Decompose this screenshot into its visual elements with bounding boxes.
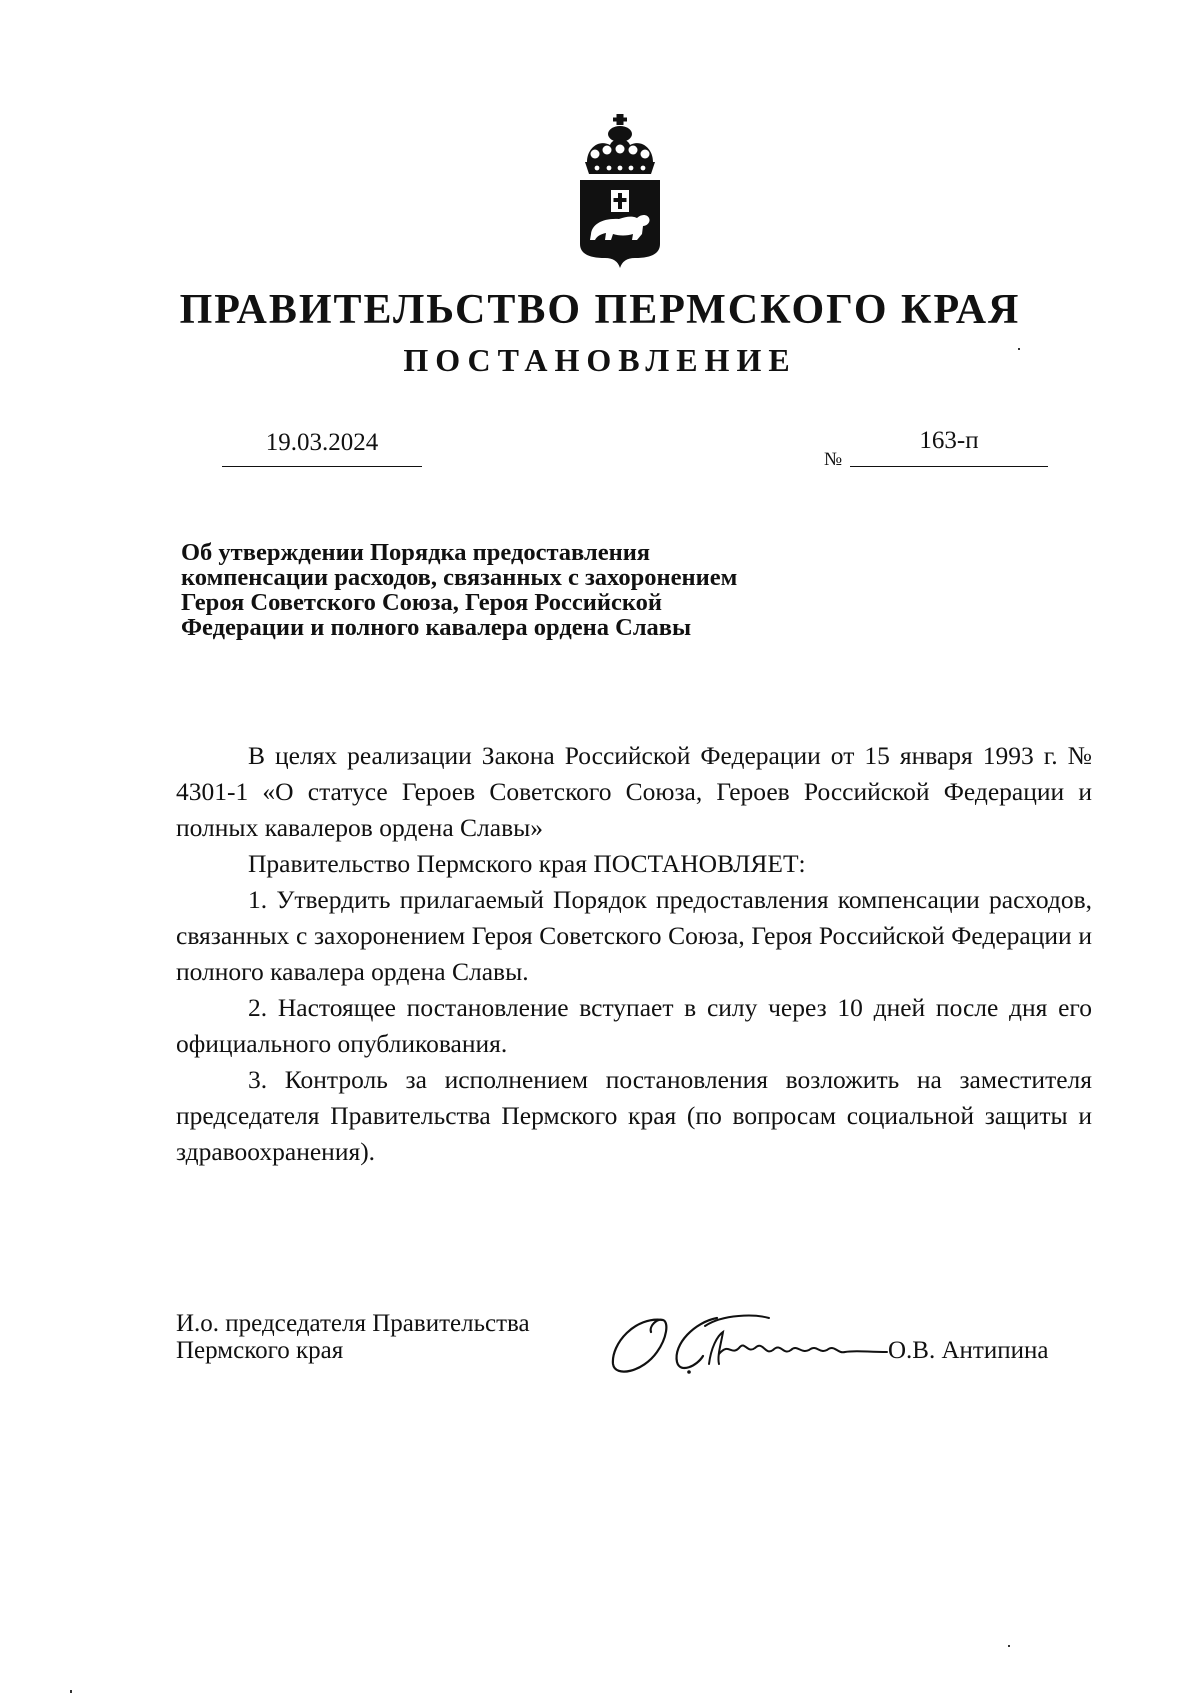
number-underline xyxy=(850,466,1048,467)
signer-position xyxy=(176,1310,616,1364)
signer-position-line: Пермского края xyxy=(176,1337,344,1364)
signer-name: О.В. Антипина xyxy=(888,1337,1049,1364)
document-body xyxy=(176,738,1092,1170)
document-date: 19.03.2024 xyxy=(265,429,379,456)
signer-position-line: И.о. председателя Правительства xyxy=(176,1310,530,1337)
body-paragraph-item-2: 2. Настоящее постановление вступает в силу через 10 дней после дня его официального опубликования. xyxy=(176,993,1092,1058)
document-number: 163-п xyxy=(919,427,979,454)
subject-line: Федерации и полного кавалера ордена Славы xyxy=(181,614,692,641)
body-paragraph-resolves: Правительство Пермского края ПОСТАНОВЛЯЕТ: xyxy=(248,849,806,878)
scan-speck xyxy=(1008,1645,1010,1647)
subject-line: Об утверждении Порядка предоставления xyxy=(181,539,651,566)
handwritten-signature xyxy=(605,1308,905,1382)
number-sign: № xyxy=(824,449,843,470)
subject-line: Героя Советского Союза, Героя Российской xyxy=(181,589,662,616)
body-paragraph-preamble: В целях реализации Закона Российской Федерации от 15 января 1993 г. № 4301-1 «О статусе Героев Советского Союза, Героев Российской Федерации и полных кавалеров ордена Славы» xyxy=(176,741,1092,842)
date-underline xyxy=(222,466,422,467)
scan-speck xyxy=(1018,348,1020,350)
scan-speck xyxy=(70,1690,72,1693)
body-paragraph-item-3: 3. Контроль за исполнением постановления возложить на заместителя председателя Правительства Пермского края (по вопросам социальной защиты и здравоохранения). xyxy=(176,1065,1092,1166)
document-type: ПОСТАНОВЛЕНИЕ xyxy=(403,342,797,378)
government-title: ПРАВИТЕЛЬСТВО ПЕРМСКОГО КРАЯ xyxy=(179,287,1021,333)
subject-line: компенсации расходов, связанных с захоронением xyxy=(181,564,738,591)
document-subject xyxy=(181,540,881,640)
signature-text: ОАнтипина xyxy=(605,1308,610,1309)
perm-krai-coat-of-arms-icon xyxy=(575,112,665,268)
body-paragraph-item-1: 1. Утвердить прилагаемый Порядок предоставления компенсации расходов, связанных с захоронением Героя Советского Союза, Героя Российской Федерации и полного кавалера ордена Славы. xyxy=(176,885,1092,986)
